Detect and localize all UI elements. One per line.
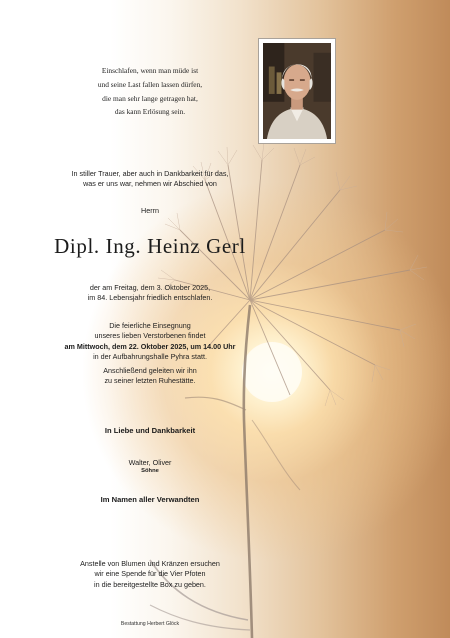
mourning-intro xyxy=(25,169,275,190)
final-rest-line: zu seiner letzten Ruhestätte. xyxy=(104,376,196,386)
poem-line: und seine Last fallen lassen dürfen, xyxy=(97,79,203,89)
poem-line: das kann Erlösung sein. xyxy=(114,107,186,117)
death-line: der am Freitag, dem 3. Oktober 2025, xyxy=(89,283,211,292)
ceremony-details xyxy=(20,321,280,362)
flowers-note xyxy=(25,559,275,590)
death-line: im 84. Lebensjahr friedlich entschlafen. xyxy=(87,293,213,303)
gratitude-heading: In Liebe und Dankbarkeit xyxy=(104,426,196,435)
death-notice xyxy=(40,283,260,304)
salutation: Herrn xyxy=(141,206,159,215)
ceremony-date: am Mittwoch, dem 22. Oktober 2025, um 14.00 Uhr xyxy=(64,341,236,351)
flowers-line: in die bereitgestellte Box zu geben. xyxy=(94,579,206,589)
poem-line: die man sehr lange getragen hat, xyxy=(102,93,198,103)
intro-line: In stiller Trauer, aber auch in Dankbarkeit für das, xyxy=(71,169,229,178)
poem xyxy=(50,64,250,119)
relatives-heading: Im Namen aller Verwandten xyxy=(100,495,200,504)
portrait-photo xyxy=(263,43,331,139)
undertaker-credit: Bestattung Herbert Glöck xyxy=(120,621,180,627)
poem-line: Einschlafen, wenn man müde ist xyxy=(101,66,199,75)
portrait-frame xyxy=(258,38,336,144)
mourner-relation: Söhne xyxy=(141,468,159,475)
final-rest xyxy=(45,366,255,387)
intro-line: was er uns war, nehmen wir Abschied von xyxy=(83,179,217,189)
flowers-line: Anstelle von Blumen und Kränzen ersuchen xyxy=(80,559,220,568)
ceremony-line: unseres lieben Verstorbenen findet xyxy=(94,331,206,341)
deceased-name: Dipl. Ing. Heinz Gerl xyxy=(54,234,246,258)
mourners xyxy=(70,458,230,477)
final-rest-line: Anschließend geleiten wir ihn xyxy=(103,366,197,375)
ceremony-line: in der Aufbahrungshalle Pyhra statt. xyxy=(93,351,207,361)
ceremony-line: Die feierliche Einsegnung xyxy=(109,321,191,330)
mourner-names: Walter, Oliver xyxy=(128,458,172,467)
flowers-line: wir eine Spende für die Vier Pfoten xyxy=(94,569,206,579)
